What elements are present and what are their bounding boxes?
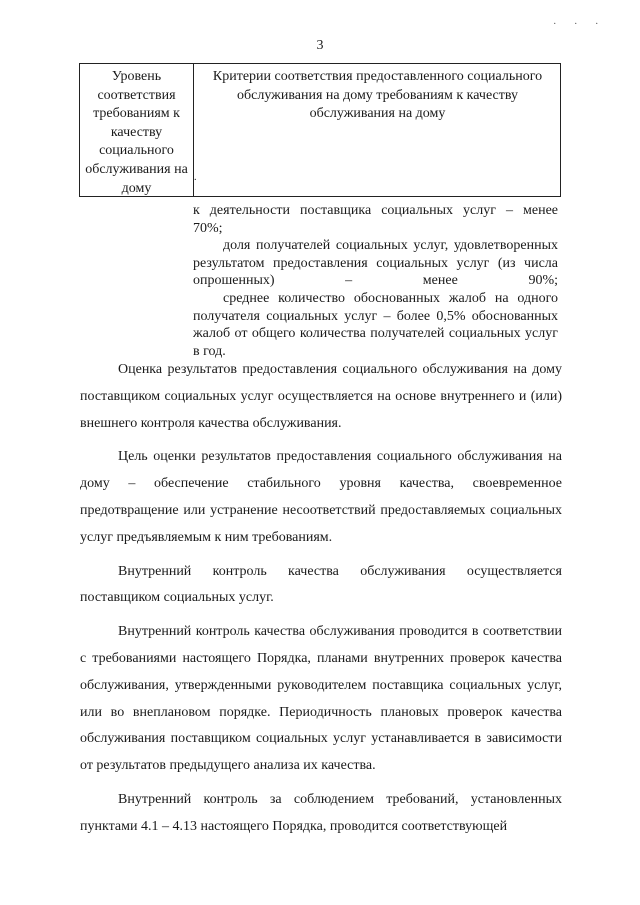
table-cell-mark: . <box>194 172 197 183</box>
continuation-line: среднее количество обоснованных жалоб на одного получателя социальных услуг – более 0,5% обоснованных жалоб от общего количества получателей социальных услуг в год. <box>193 290 558 359</box>
continuation-line: доля получателей социальных услуг, удовлетворенных результатом предоставления социальных услуг (из числа опрошенных) – менее 90%; <box>193 238 558 289</box>
body-paragraph: Внутренний контроль за соблюдением требований, установленных пунктами 4.1 – 4.13 настоящего Порядка, проводится соответствующей <box>80 791 562 834</box>
scan-marks: . . . <box>553 16 606 27</box>
table-header-level: Уровень соответствия требованиям к качеству социального обслуживания на дому <box>85 69 188 196</box>
criteria-table <box>79 63 561 197</box>
body-paragraph: Цель оценки результатов предоставления социального обслуживания на дому – обеспечение стабильного уровня качества, своевременное предотвращение или устранение несоответствий предоставляемых социальных услуг предъявляемым к ним требованиям. <box>80 449 562 545</box>
continuation-line: 70%; <box>193 220 223 236</box>
body-text <box>80 357 562 848</box>
body-paragraph: Внутренний контроль качества обслуживания проводится в соответствии с требованиями настоящего Порядка, планами внутренних проверок качества обслуживания, утвержденными руководителем поставщика социальных услуг, или во внеплановом порядке. Периодичность плановых проверок качества обслуживания поставщиком социальных услуг устанавливается в зависимости от результатов предыдущего анализа их качества. <box>80 624 562 774</box>
body-paragraph: Внутренний контроль качества обслуживания осуществляется поставщиком социальных услуг. <box>80 563 562 606</box>
body-paragraph: Оценка результатов предоставления социального обслуживания на дому поставщиком социальных услуг осуществляется на основе внутреннего и (или) внешнего контроля качества обслуживания. <box>80 362 562 431</box>
table-header-criteria: Критерии соответствия предоставленного социального обслуживания на дому требованиям к качеству обслуживания на дому <box>212 69 543 122</box>
table-continuation <box>193 202 558 360</box>
page-number: 3 <box>316 38 324 53</box>
continuation-line: к деятельности поставщика социальных услуг – менее <box>193 203 558 218</box>
